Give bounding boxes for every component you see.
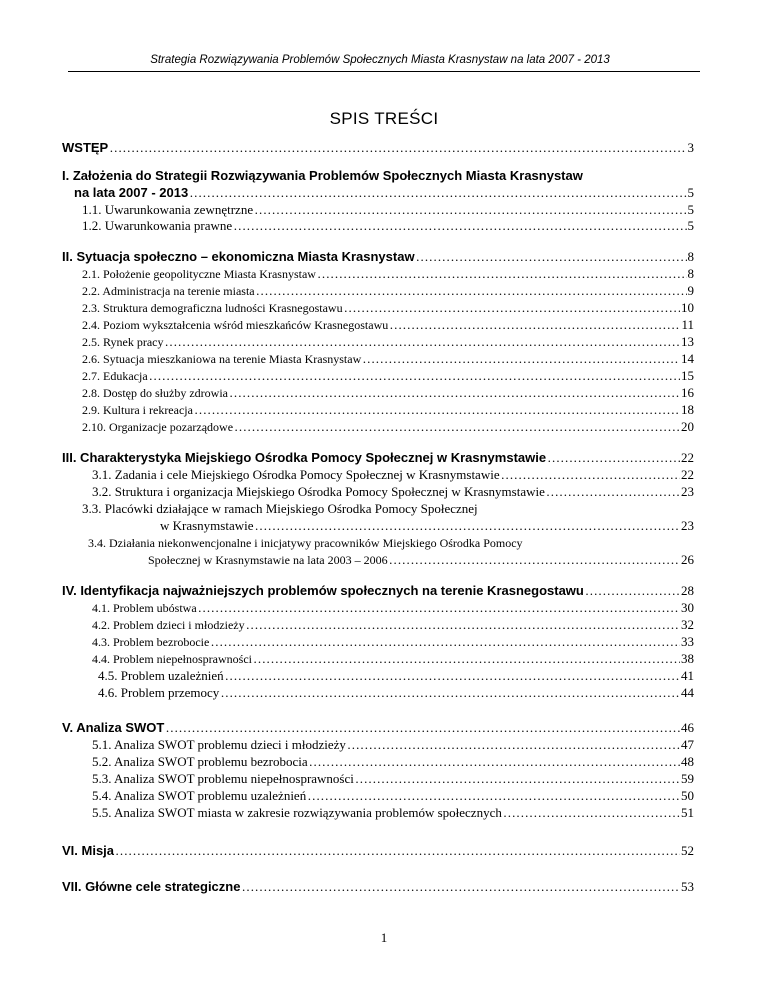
- toc-leader: [307, 787, 680, 805]
- toc-entry-label: 2.7. Edukacja: [82, 369, 148, 383]
- toc-entry-label: 4.4. Problem niepełnosprawności: [92, 652, 252, 666]
- toc-leader: [362, 350, 680, 368]
- toc-entry-label: 4.5. Problem uzależnień: [98, 668, 224, 683]
- toc-entry-section-1[interactable]: [74, 184, 694, 202]
- toc-entry-section-3[interactable]: [62, 449, 694, 467]
- toc-entry-section-4[interactable]: [62, 582, 694, 600]
- toc-page-number: 8: [687, 249, 694, 264]
- toc-entry-section-5[interactable]: [62, 719, 694, 737]
- toc-leader: [416, 248, 687, 266]
- toc-entry-4-5[interactable]: [98, 667, 694, 685]
- toc-entry-wstep[interactable]: [62, 139, 694, 157]
- toc-entry-4-3[interactable]: [92, 633, 694, 651]
- toc-page-number: 20: [681, 419, 694, 434]
- toc-entry-label: 2.1. Położenie geopolityczne Miasta Krasnystaw: [82, 267, 316, 281]
- toc-leader: [309, 753, 680, 771]
- toc-entry-3-3[interactable]: [160, 517, 694, 535]
- toc-leader: [503, 804, 680, 822]
- toc-leader: [501, 466, 680, 484]
- toc-entry-label: II. Sytuacja społeczno – ekonomiczna Miasta Krasnystaw: [62, 249, 415, 264]
- toc-entry-section-7[interactable]: [62, 878, 694, 896]
- toc-entry-4-6[interactable]: [98, 684, 694, 702]
- toc-page-number: 41: [681, 668, 694, 683]
- toc-entry-label: 2.5. Rynek pracy: [82, 335, 164, 349]
- page-number: 1: [380, 930, 388, 945]
- toc-entry-label: 3.3. Placówki działające w ramach Miejskiego Ośrodka Pomocy Społecznej: [82, 501, 478, 516]
- toc-leader: [547, 449, 680, 467]
- toc-page-number: 11: [681, 317, 694, 332]
- toc-page-number: 26: [681, 552, 694, 567]
- toc-entry-label: 2.6. Sytuacja mieszkaniowa na terenie Miasta Krasnystaw: [82, 352, 362, 366]
- toc-entry-label: I. Założenia do Strategii Rozwiązywania Problemów Społecznych Miasta Krasnystaw: [62, 168, 583, 183]
- toc-page-number: 46: [681, 720, 694, 735]
- toc-entry-5-2[interactable]: [92, 753, 694, 771]
- toc-page-number: 47: [681, 737, 694, 752]
- toc-page-number: 28: [681, 583, 694, 598]
- toc-entry-5-1[interactable]: [92, 736, 694, 754]
- toc-entry-label: 2.8. Dostęp do służby zdrowia: [82, 386, 228, 400]
- toc-page-number: 59: [681, 771, 694, 786]
- toc-page-number: 5: [687, 185, 694, 200]
- toc-entry-5-5[interactable]: [92, 804, 694, 822]
- toc-leader: [389, 316, 680, 334]
- toc-page-number: 52: [681, 843, 694, 858]
- toc-leader: [355, 770, 680, 788]
- toc-entry-label: 1.2. Uwarunkowania prawne: [82, 218, 233, 233]
- toc-entry-5-4[interactable]: [92, 787, 694, 805]
- toc-page-number: 5: [687, 218, 694, 233]
- toc-leader: [189, 184, 686, 202]
- toc-leader: [344, 299, 680, 317]
- toc-page-number: 16: [681, 385, 694, 400]
- toc-entry-label: 4.2. Problem dzieci i młodzieży: [92, 618, 245, 632]
- toc-entry-label: 2.9. Kultura i rekreacja: [82, 403, 193, 417]
- toc-entry-label: VI. Misja: [62, 843, 115, 858]
- toc-entry-label: 3.2. Struktura i organizacja Miejskiego Ośrodka Pomocy Społecznej w Krasnymstawie: [92, 484, 545, 499]
- toc-entry-label: IV. Identyfikacja najważniejszych problemów społecznych na terenie Krasnegostawu: [62, 583, 584, 598]
- toc-entry-2-7[interactable]: [82, 367, 694, 385]
- toc-entry-label: 3.1. Zadania i cele Miejskiego Ośrodka Pomocy Społecznej w Krasnymstawie: [92, 467, 500, 482]
- toc-leader: [317, 265, 687, 283]
- toc-leader: [246, 616, 680, 634]
- toc-page-number: 10: [681, 300, 694, 315]
- toc-entry-2-4[interactable]: [82, 316, 694, 334]
- running-header: Strategia Rozwiązywania Problemów Społecznych Miasta Krasnystaw na lata 2007 - 2013: [150, 54, 610, 66]
- toc-page-number: 38: [681, 651, 694, 666]
- toc-entry-3-4-line1[interactable]: [88, 534, 694, 552]
- toc-leader: [220, 684, 680, 702]
- toc-entry-2-1[interactable]: [82, 265, 694, 283]
- toc-entry-3-2[interactable]: [92, 483, 694, 501]
- toc-entry-4-1[interactable]: [92, 599, 694, 617]
- toc-leader: [255, 517, 680, 535]
- toc-leader: [389, 551, 680, 569]
- toc-title: SPIS TREŚCI: [329, 109, 439, 128]
- toc-entry-section-6[interactable]: [62, 842, 694, 860]
- toc-leader: [165, 333, 681, 351]
- toc-entry-section-1-line1[interactable]: [62, 167, 702, 185]
- toc-leader: [198, 599, 680, 617]
- toc-entry-label: 2.10. Organizacje pozarządowe: [82, 420, 234, 434]
- toc-leader: [225, 667, 680, 685]
- toc-entry-section-2[interactable]: [62, 248, 694, 266]
- toc-leader: [256, 282, 687, 300]
- toc-entry-2-8[interactable]: [82, 384, 694, 402]
- toc-page-number: 9: [687, 283, 694, 298]
- toc-entry-2-6[interactable]: [82, 350, 694, 368]
- toc-page-number: 30: [681, 600, 694, 615]
- toc-entry-label: V. Analiza SWOT: [62, 720, 165, 735]
- toc-leader: [210, 633, 680, 651]
- toc-entry-2-3[interactable]: [82, 299, 694, 317]
- toc-entry-label: 2.4. Poziom wykształcenia wśród mieszkańców Krasnegostawu: [82, 318, 389, 332]
- toc-entry-3-1[interactable]: [92, 466, 694, 484]
- toc-entry-label: 2.3. Struktura demograficzna ludności Krasnegostawu: [82, 301, 343, 315]
- toc-page-number: 53: [681, 879, 694, 894]
- toc-page-number: 32: [681, 617, 694, 632]
- toc-entry-label: 5.2. Analiza SWOT problemu bezrobocia: [92, 754, 308, 769]
- toc-entry-5-3[interactable]: [92, 770, 694, 788]
- toc-leader: [109, 139, 686, 157]
- toc-page-number: 8: [687, 266, 694, 281]
- toc-page-number: 22: [681, 450, 694, 465]
- toc-entry-label: WSTĘP: [62, 140, 109, 155]
- toc-leader: [165, 719, 680, 737]
- toc-entry-1-2[interactable]: [82, 217, 694, 235]
- toc-entry-label: 5.3. Analiza SWOT problemu niepełnosprawności: [92, 771, 354, 786]
- toc-page-number: 50: [681, 788, 694, 803]
- toc-entry-3-3-line1[interactable]: [82, 500, 694, 518]
- toc-page-number: 14: [681, 351, 694, 366]
- toc-entry-label: na lata 2007 - 2013: [74, 185, 189, 200]
- toc-entry-label: 5.4. Analiza SWOT problemu uzależnień: [92, 788, 307, 803]
- toc-entry-label: 5.1. Analiza SWOT problemu dzieci i młodzieży: [92, 737, 346, 752]
- toc-entry-label: 4.3. Problem bezrobocie: [92, 635, 210, 649]
- toc-entry-label: 2.2. Administracja na terenie miasta: [82, 284, 255, 298]
- toc-entry-label: w Krasnymstawie: [160, 518, 254, 533]
- toc-entry-label: III. Charakterystyka Miejskiego Ośrodka Pomocy Społecznej w Krasnymstawie: [62, 450, 547, 465]
- toc-leader: [347, 736, 680, 754]
- toc-entry-2-9[interactable]: [82, 401, 694, 419]
- toc-entry-3-4[interactable]: [148, 551, 694, 569]
- toc-entry-4-4[interactable]: [92, 650, 694, 668]
- toc-entry-2-2[interactable]: [82, 282, 694, 300]
- header-rule: [68, 71, 700, 72]
- toc-page-number: 51: [681, 805, 694, 820]
- toc-entry-4-2[interactable]: [92, 616, 694, 634]
- toc-page-number: 48: [681, 754, 694, 769]
- toc-page-number: 22: [681, 467, 694, 482]
- toc-entry-label: 1.1. Uwarunkowania zewnętrzne: [82, 202, 254, 217]
- toc-entry-2-10[interactable]: [82, 418, 694, 436]
- toc-entry-label: 4.1. Problem ubóstwa: [92, 601, 197, 615]
- toc-page-number: 44: [681, 685, 694, 700]
- toc-entry-label: VII. Główne cele strategiczne: [62, 879, 241, 894]
- toc-page-number: 13: [681, 334, 694, 349]
- toc-leader: [234, 418, 680, 436]
- toc-page-number: 23: [681, 518, 694, 533]
- toc-leader: [253, 650, 680, 668]
- toc-leader: [241, 878, 680, 896]
- toc-leader: [229, 384, 680, 402]
- toc-page-number: 5: [687, 202, 694, 217]
- toc-entry-2-5[interactable]: [82, 333, 694, 351]
- toc-entry-label: 5.5. Analiza SWOT miasta w zakresie rozwiązywania problemów społecznych: [92, 805, 502, 820]
- toc-page-number: 18: [681, 402, 694, 417]
- toc-leader: [585, 582, 680, 600]
- toc-entry-label: 3.4. Działania niekonwencjonalne i inicjatywy pracowników Miejskiego Ośrodka Pomocy: [88, 536, 523, 550]
- toc-entry-label: Społecznej w Krasnymstawie na lata 2003 – 2006: [148, 553, 388, 567]
- toc-leader: [233, 217, 686, 235]
- toc-leader: [149, 367, 680, 385]
- toc-leader: [546, 483, 680, 501]
- toc-entry-label: 4.6. Problem przemocy: [98, 685, 220, 700]
- toc-page-number: 15: [681, 368, 694, 383]
- toc-leader: [115, 842, 680, 860]
- toc-page-number: 23: [681, 484, 694, 499]
- toc-page-number: 33: [681, 634, 694, 649]
- toc-leader: [194, 401, 680, 419]
- toc-page-number: 3: [687, 140, 694, 155]
